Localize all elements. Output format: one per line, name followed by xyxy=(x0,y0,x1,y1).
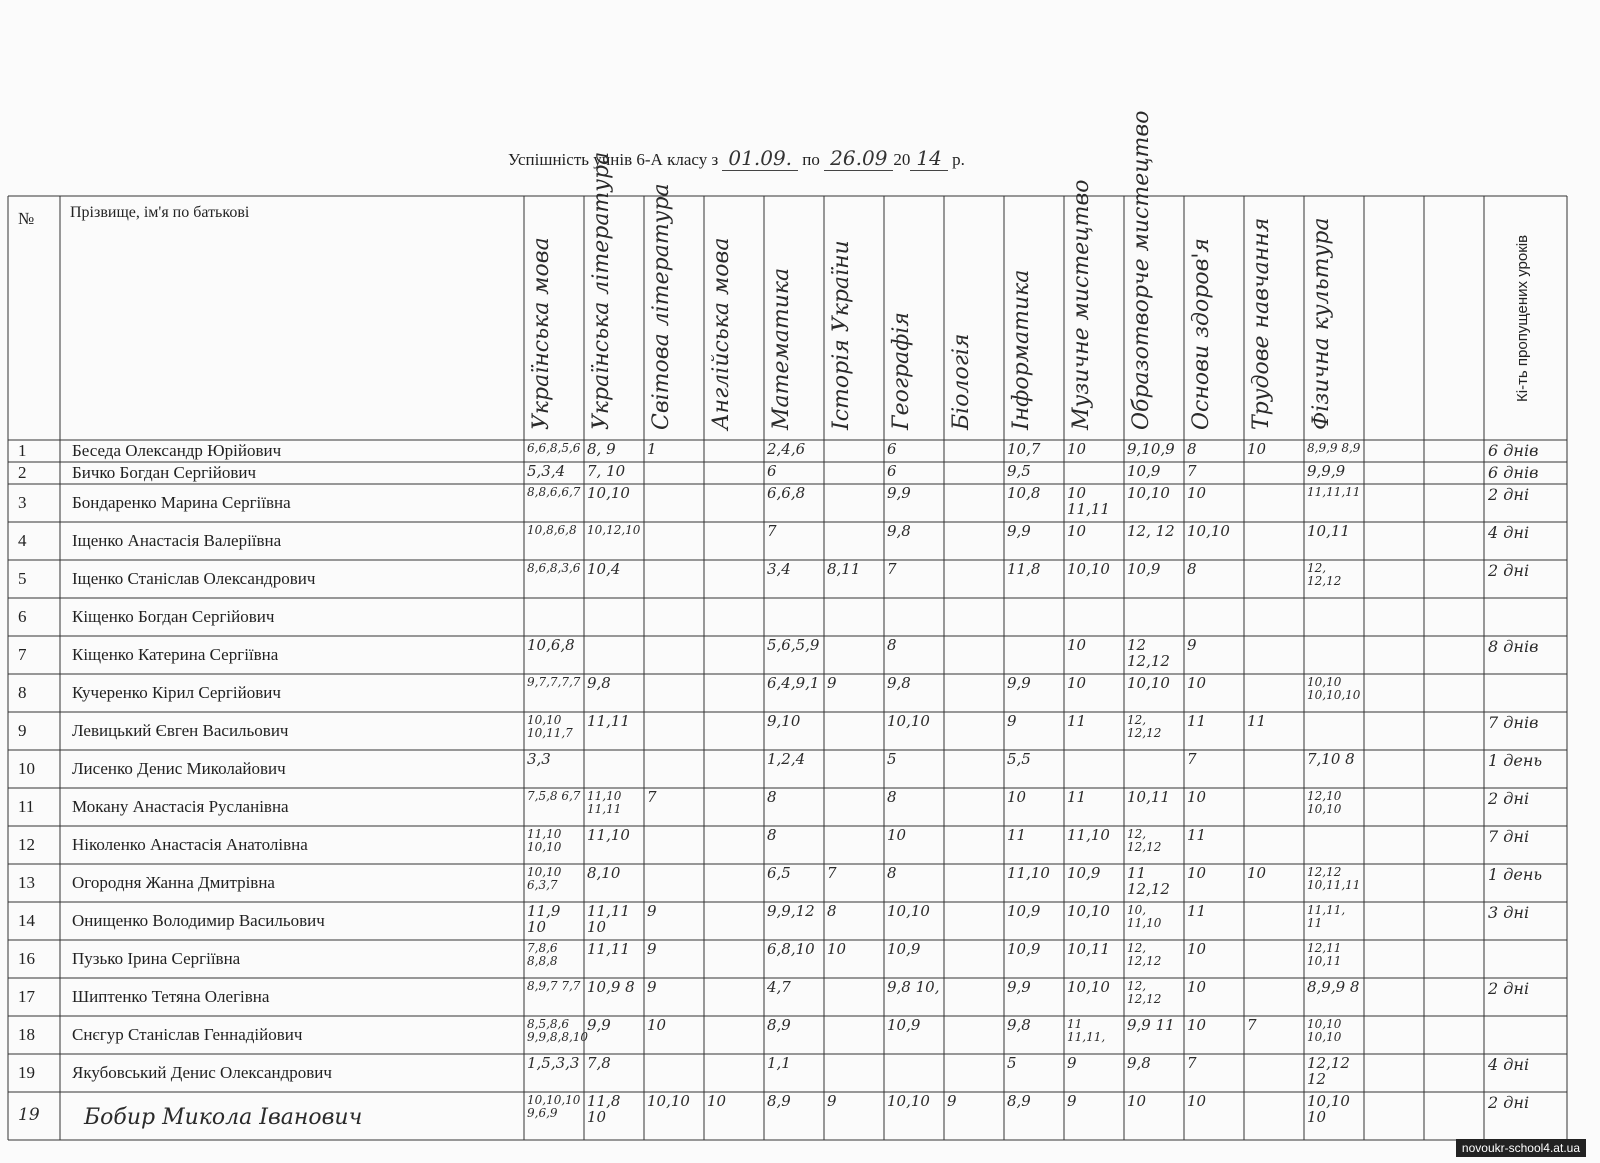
subject-header: Фізична культура xyxy=(1309,217,1334,430)
grade-cell: 10,4 xyxy=(587,560,621,578)
subject-header: Образотворче мистецтво xyxy=(1129,110,1154,430)
row-number: 1 xyxy=(18,441,27,460)
grade-cell: 10 11,11 xyxy=(1067,484,1110,518)
grade-cell: 8 xyxy=(887,864,897,882)
grade-cell: 10,10 xyxy=(1127,674,1170,692)
absence-count: 4 дні xyxy=(1488,523,1530,542)
grade-cell: 10,10 10,10,10 xyxy=(1307,675,1361,702)
grade-cell: 1,5,3,3 xyxy=(527,1054,580,1072)
row-number: 18 xyxy=(18,1025,35,1044)
year-prefix: 20 xyxy=(893,150,911,169)
student-name: Беседа Олександр Юрійович xyxy=(72,441,282,460)
grade-cell: 10,10,10 9,6,9 xyxy=(527,1093,581,1120)
grade-cell: 7 xyxy=(887,560,897,578)
grade-cell: 12,12 10,11,11 xyxy=(1307,865,1361,892)
grade-cell: 10,11 xyxy=(1127,788,1170,806)
grade-cell: 10,8 xyxy=(1007,484,1041,502)
absence-count: 2 дні xyxy=(1488,561,1530,580)
grade-cell: 11 xyxy=(1187,902,1207,920)
grade-cell: 12, 12 xyxy=(1127,522,1175,540)
student-name: Бобир Микола Іванович xyxy=(84,1105,363,1130)
grade-cell: 7 xyxy=(1187,462,1197,480)
grade-cell: 11,11,11 xyxy=(1307,485,1361,499)
grade-cell: 9,8 10, xyxy=(887,978,940,996)
grade-cell: 11,11, 11 xyxy=(1307,903,1346,930)
subject-header: Світова література xyxy=(649,183,674,430)
absence-count: 8 днів xyxy=(1488,637,1539,656)
grade-cell: 12,12 12 xyxy=(1307,1054,1350,1088)
grade-cell: 10,10 10 xyxy=(1307,1092,1350,1126)
grade-cell: 9,5 xyxy=(1007,462,1031,480)
grade-cell: 7 xyxy=(647,788,657,806)
grade-cell: 6,4,9,1 xyxy=(767,674,820,692)
grade-cell: 11,11 10 xyxy=(587,902,630,936)
grade-cell: 11,11 xyxy=(587,940,630,958)
grade-cell: 10 xyxy=(1187,484,1207,502)
title-prefix: Успішність учнів 6-А класу з xyxy=(508,150,719,169)
grade-cell: 8,9 xyxy=(767,1016,791,1034)
grade-cell: 11,8 xyxy=(1007,560,1041,578)
subject-header: Музичне мистецтво xyxy=(1069,179,1094,430)
grade-cell: 10 xyxy=(1187,1092,1207,1110)
grade-cell: 8,9,9 8,9 xyxy=(1307,441,1361,455)
grade-cell: 9,9 11 xyxy=(1127,1016,1175,1034)
absence-count: 2 дні xyxy=(1488,1093,1530,1112)
header-name: Прізвище, ім'я по батькові xyxy=(70,204,250,221)
grade-cell: 10,10 xyxy=(1067,902,1110,920)
grade-cell: 10,10 xyxy=(587,484,630,502)
grade-cell: 8,9 xyxy=(767,1092,791,1110)
grade-cell: 10 xyxy=(1067,522,1087,540)
grade-cell: 5 xyxy=(1007,1054,1017,1072)
grade-cell: 9 xyxy=(827,674,837,692)
grade-cell: 1,2,4 xyxy=(767,750,806,768)
grade-cell: 10,10 xyxy=(647,1092,690,1110)
grade-cell: 10 xyxy=(1067,674,1087,692)
row-number: 7 xyxy=(18,645,27,664)
student-name: Шиптенко Тетяна Олегівна xyxy=(72,987,270,1006)
absence-count: 7 днів xyxy=(1488,713,1539,732)
grade-cell: 9 xyxy=(1067,1054,1077,1072)
grade-cell: 10 xyxy=(1007,788,1027,806)
grade-cell: 6,6,8,5,6 xyxy=(527,441,581,455)
grade-cell: 7, 10 xyxy=(587,462,626,480)
row-number: 13 xyxy=(18,873,35,892)
grade-cell: 9,8 xyxy=(1007,1016,1031,1034)
grade-cell: 12, 12,12 xyxy=(1127,713,1162,740)
grade-cell: 10 xyxy=(707,1092,727,1110)
grade-cell: 8,5,8,6 9,9,8,8,10 xyxy=(527,1017,589,1044)
student-name: Кіщенко Богдан Сергійович xyxy=(72,607,275,626)
row-number: 3 xyxy=(18,493,27,512)
grade-cell: 12,11 10,11 xyxy=(1307,941,1342,968)
grade-cell: 10 xyxy=(647,1016,667,1034)
grade-cell: 8,9 xyxy=(1007,1092,1031,1110)
grade-cell: 12, 12,12 xyxy=(1307,561,1342,588)
grade-cell: 10 xyxy=(1187,978,1207,996)
row-number: 14 xyxy=(18,911,35,930)
grade-cell: 10,8,6,8 xyxy=(527,523,577,537)
student-name: Огородня Жанна Дмитрівна xyxy=(72,873,275,892)
grade-cell: 8, 9 xyxy=(587,440,616,458)
grade-cell: 10,9 xyxy=(887,940,921,958)
grade-cell: 9 xyxy=(647,940,657,958)
student-name: Лисенко Денис Миколайович xyxy=(72,759,286,778)
grade-cell: 11 xyxy=(1247,712,1267,730)
grade-cell: 8 xyxy=(767,788,777,806)
subject-header: Географія xyxy=(889,312,914,430)
grade-cell: 8,6,8,3,6 xyxy=(527,561,581,575)
grade-cell: 10 xyxy=(1247,440,1267,458)
grade-cell: 10 xyxy=(827,940,847,958)
row-number: 11 xyxy=(18,797,35,816)
grade-cell: 9,9,9 xyxy=(1307,462,1346,480)
grade-cell: 9,9 xyxy=(1007,522,1031,540)
grade-cell: 10,10 6,3,7 xyxy=(527,865,562,892)
grade-cell: 10,11 xyxy=(1307,522,1350,540)
absence-count: 7 дні xyxy=(1488,827,1530,846)
grade-cell: 10,9 xyxy=(1007,902,1041,920)
grade-cell: 8,8,6,6,7 xyxy=(527,485,581,499)
grade-cell: 8 xyxy=(887,788,897,806)
grade-cell: 11,10 xyxy=(1007,864,1050,882)
student-name: Кіщенко Катерина Сергіївна xyxy=(72,645,279,664)
grade-cell: 7 xyxy=(1247,1016,1257,1034)
grade-cell: 7 xyxy=(827,864,837,882)
subject-header: Історія України xyxy=(829,240,854,430)
subject-header: Українська мова xyxy=(529,237,554,430)
grade-cell: 12, 12,12 xyxy=(1127,941,1162,968)
grade-cell: 1,1 xyxy=(767,1054,791,1072)
row-number: 6 xyxy=(18,607,27,626)
grade-cell: 10 xyxy=(1067,440,1087,458)
grade-cell: 8 xyxy=(767,826,777,844)
title-mid: по xyxy=(802,150,820,169)
grade-cell: 5,5 xyxy=(1007,750,1031,768)
grade-cell: 8 xyxy=(1187,440,1197,458)
grade-cell: 9,9 xyxy=(887,484,911,502)
grade-cell: 9,8 xyxy=(587,674,611,692)
grade-cell: 10 xyxy=(887,826,907,844)
grade-cell: 9,7,7,7,7 xyxy=(527,675,581,689)
student-name: Онищенко Володимир Васильович xyxy=(72,911,325,930)
student-name: Якубовський Денис Олександрович xyxy=(72,1063,332,1082)
subject-header: Основи здоров'я xyxy=(1189,238,1214,430)
grade-cell: 9,9 xyxy=(587,1016,611,1034)
subject-header: Трудове навчання xyxy=(1249,217,1274,430)
grade-cell: 9 xyxy=(647,902,657,920)
student-name: Левицький Євген Васильович xyxy=(72,721,289,740)
grade-cell: 3,3 xyxy=(527,750,551,768)
grade-cell: 11 xyxy=(1187,712,1207,730)
grade-cell: 10,9 xyxy=(1067,864,1101,882)
grade-cell: 11,11 xyxy=(587,712,630,730)
student-name: Іщенко Анастасія Валеріївна xyxy=(72,531,282,550)
student-name: Пузько Ірина Сергіївна xyxy=(72,949,241,968)
row-number: 5 xyxy=(18,569,27,588)
grade-cell: 7,5,8 6,7 xyxy=(527,789,581,803)
student-name: Іщенко Станіслав Олександрович xyxy=(72,569,316,588)
grade-cell: 11,10 11,11 xyxy=(587,789,622,816)
grade-cell: 12, 12,12 xyxy=(1127,827,1162,854)
grade-cell: 10, 11,10 xyxy=(1127,903,1162,930)
grade-cell: 9 xyxy=(647,978,657,996)
grade-cell: 10,6,8 xyxy=(527,636,575,654)
grade-cell: 11 12,12 xyxy=(1127,864,1170,898)
absence-count: 2 дні xyxy=(1488,485,1530,504)
grade-cell: 9,10,9 xyxy=(1127,440,1175,458)
grade-cell: 10 xyxy=(1187,864,1207,882)
grade-cell: 10,11 xyxy=(1067,940,1110,958)
grade-cell: 10,9 8 xyxy=(587,978,635,996)
absence-count: 2 дні xyxy=(1488,789,1530,808)
grade-cell: 10 xyxy=(1067,636,1087,654)
grade-cell: 9,8 xyxy=(1127,1054,1151,1072)
row-number: 16 xyxy=(18,949,35,968)
grade-cell: 10,10 xyxy=(1067,978,1110,996)
site-watermark: novoukr-school4.at.ua xyxy=(1456,1139,1586,1157)
grade-cell: 11,9 10 xyxy=(527,902,561,936)
subject-header: Математика xyxy=(769,267,794,430)
grade-cell: 6,8,10 xyxy=(767,940,815,958)
row-number: 17 xyxy=(18,987,35,1006)
grade-cell: 7,8,6 8,8,8 xyxy=(527,941,558,968)
grade-cell: 10,10 xyxy=(1127,484,1170,502)
grade-cell: 8,9,9 8 xyxy=(1307,978,1360,996)
row-number: 19 xyxy=(18,1105,40,1125)
grade-cell: 10 xyxy=(1187,674,1207,692)
grade-cell: 10,10 10,11,7 xyxy=(527,713,573,740)
grade-cell: 9,9 xyxy=(1007,978,1031,996)
student-name: Мокану Анастасія Русланівна xyxy=(72,797,289,816)
grade-cell: 10 xyxy=(1187,788,1207,806)
absence-count: 3 дні xyxy=(1488,903,1530,922)
absence-count: 6 днів xyxy=(1488,441,1539,460)
grade-cell: 9,9,12 xyxy=(767,902,815,920)
grade-cell: 7 xyxy=(767,522,777,540)
row-number: 2 xyxy=(18,463,27,482)
grade-cell: 11,10 xyxy=(587,826,630,844)
grade-cell: 9,8 xyxy=(887,674,911,692)
grade-cell: 11 xyxy=(1007,826,1027,844)
grade-cell: 9 xyxy=(1187,636,1197,654)
grade-cell: 8 xyxy=(827,902,837,920)
year-hand: 14 xyxy=(910,146,947,171)
grade-cell: 11 xyxy=(1067,788,1087,806)
row-number: 12 xyxy=(18,835,35,854)
grade-cell: 5 xyxy=(887,750,897,768)
grade-cell: 6,6,8 xyxy=(767,484,806,502)
header-absences: Кі-ть пропущених уроків xyxy=(1514,234,1531,402)
grade-cell: 11 xyxy=(1187,826,1207,844)
grade-cell: 12, 12,12 xyxy=(1127,979,1162,1006)
header-num: № xyxy=(18,209,35,228)
grade-cell: 10,9 xyxy=(1007,940,1041,958)
grade-cell: 10,10 xyxy=(887,712,930,730)
grade-cell: 10 xyxy=(1187,940,1207,958)
grade-cell: 6 xyxy=(887,462,897,480)
subject-header: Інформатика xyxy=(1009,269,1034,430)
grade-cell: 3,4 xyxy=(767,560,791,578)
grade-cell: 11,8 10 xyxy=(587,1092,621,1126)
grade-cell: 10,7 xyxy=(1007,440,1041,458)
grade-cell: 4,7 xyxy=(767,978,791,996)
date-from: 01.09. xyxy=(722,146,798,171)
grade-cell: 6,5 xyxy=(767,864,791,882)
row-number: 4 xyxy=(18,531,27,550)
grade-cell: 10,9 xyxy=(1127,560,1161,578)
grade-cell: 7 xyxy=(1187,1054,1197,1072)
student-name: Бондаренко Марина Сергіївна xyxy=(72,493,291,512)
row-number: 8 xyxy=(18,683,27,702)
absence-count: 2 дні xyxy=(1488,979,1530,998)
grade-cell: 8,10 xyxy=(587,864,621,882)
student-name: Кучеренко Кірил Сергійович xyxy=(72,683,281,702)
grade-cell: 1 xyxy=(647,440,657,458)
grade-cell: 6 xyxy=(767,462,777,480)
grade-cell: 12,10 10,10 xyxy=(1307,789,1342,816)
grade-cell: 7 xyxy=(1187,750,1197,768)
subject-header: Українська література xyxy=(589,151,614,430)
grade-cell: 9 xyxy=(1067,1092,1077,1110)
grade-cell: 6 xyxy=(887,440,897,458)
student-name: Бичко Богдан Сергійович xyxy=(72,463,257,482)
grade-cell: 8,11 xyxy=(827,560,861,578)
student-name: Ніколенко Анастасія Анатолівна xyxy=(72,835,308,854)
row-number: 10 xyxy=(18,759,35,778)
grade-cell: 10 xyxy=(1247,864,1267,882)
absence-count: 6 днів xyxy=(1488,463,1539,482)
grade-cell: 11,10 10,10 xyxy=(527,827,562,854)
grade-cell: 9,10 xyxy=(767,712,801,730)
grade-cell: 10 xyxy=(1127,1092,1147,1110)
row-number: 9 xyxy=(18,721,27,740)
grade-cell: 10,10 xyxy=(1187,522,1230,540)
grade-cell: 11 xyxy=(1067,712,1087,730)
grade-cell: 10,12,10 xyxy=(587,523,641,537)
grade-cell: 10,10 xyxy=(887,1092,930,1110)
absence-count: 4 дні xyxy=(1488,1055,1530,1074)
subject-header: Біологія xyxy=(949,333,974,430)
grade-cell: 10,9 xyxy=(887,1016,921,1034)
grade-cell: 9,8 xyxy=(887,522,911,540)
grade-cell: 12 12,12 xyxy=(1127,636,1170,670)
grade-cell: 9,9 xyxy=(1007,674,1031,692)
student-name: Снєгур Станіслав Геннадійович xyxy=(72,1025,303,1044)
grade-cell: 8 xyxy=(1187,560,1197,578)
subject-header: Англійська мова xyxy=(709,237,734,430)
grade-cell: 8,9,7 7,7 xyxy=(527,979,581,993)
grade-cell: 5,3,4 xyxy=(527,462,566,480)
grade-cell: 10,10 xyxy=(1067,560,1110,578)
absence-count: 1 день xyxy=(1488,751,1543,770)
grade-cell: 8 xyxy=(887,636,897,654)
grade-cell: 9 xyxy=(947,1092,957,1110)
grade-cell: 5,6,5,9 xyxy=(767,636,820,654)
grade-cell: 7,10 8 xyxy=(1307,750,1355,768)
grade-cell: 10,9 xyxy=(1127,462,1161,480)
grade-cell: 9 xyxy=(827,1092,837,1110)
grade-cell: 9 xyxy=(1007,712,1017,730)
grade-cell: 11 11,11, xyxy=(1067,1017,1106,1044)
title-suffix: р. xyxy=(952,150,965,169)
absence-count: 1 день xyxy=(1488,865,1543,884)
grade-cell: 10 xyxy=(1187,1016,1207,1034)
grade-cell: 10,10 xyxy=(887,902,930,920)
grade-cell: 10,10 10,10 xyxy=(1307,1017,1342,1044)
date-to: 26.09 xyxy=(824,146,893,171)
grade-cell: 7,8 xyxy=(587,1054,611,1072)
grade-cell: 11,10 xyxy=(1067,826,1110,844)
grade-cell: 2,4,6 xyxy=(767,440,806,458)
row-number: 19 xyxy=(18,1063,35,1082)
